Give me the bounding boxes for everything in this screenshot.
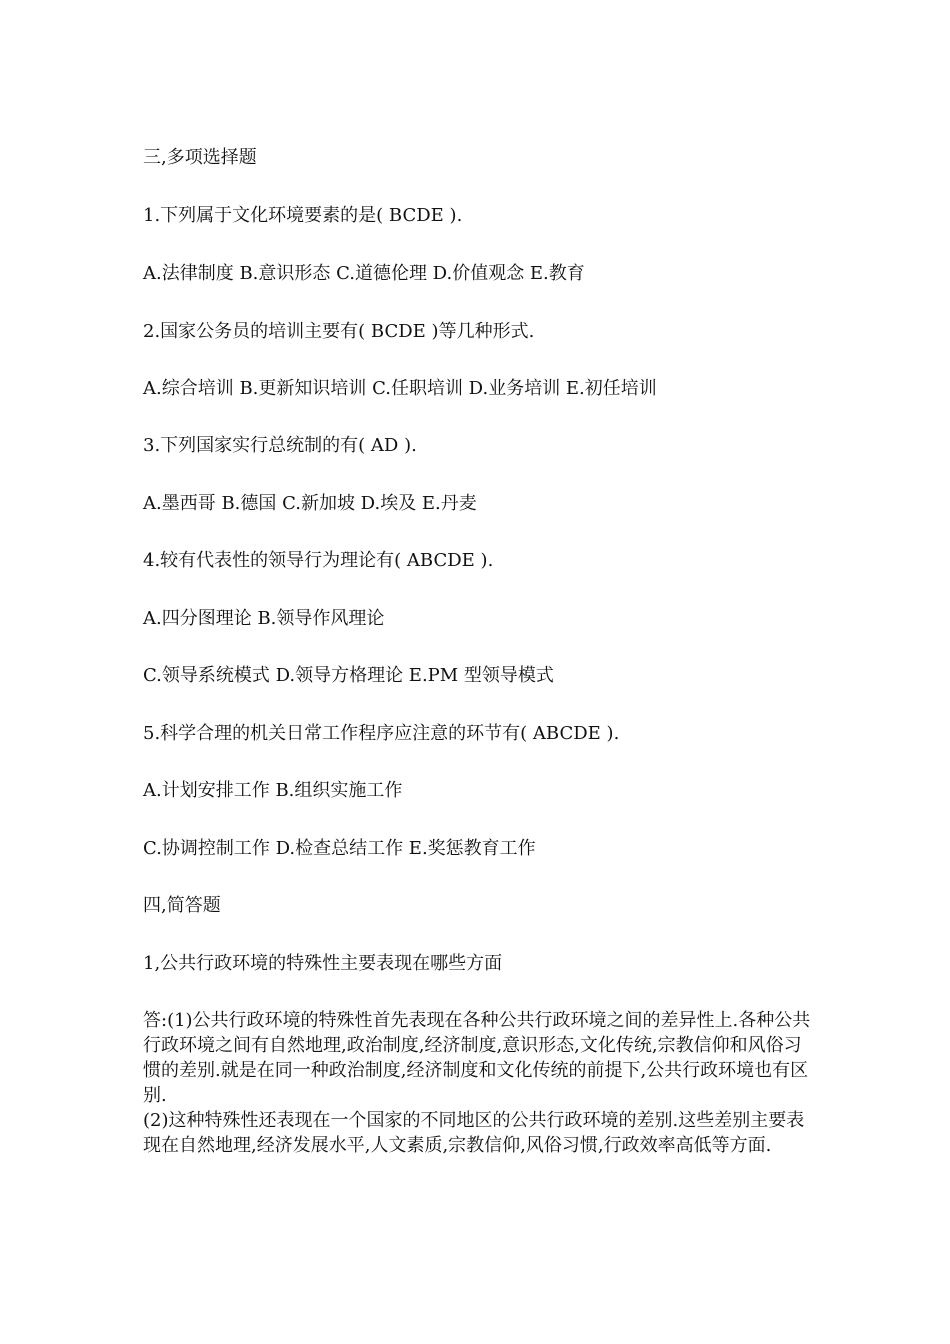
question-3: 3.下列国家实行总统制的有( AD ). xyxy=(143,435,417,456)
question-2: 2.国家公务员的培训主要有( BCDE )等几种形式. xyxy=(143,321,535,342)
answer-paragraph-2: (2)这种特殊性还表现在一个国家的不同地区的公共行政环境的差别.这些差别主要表现在自然地理,经济发展水平,人文素质,宗教信仰,风俗习惯,行政效率高低等方面. xyxy=(143,1110,805,1156)
question-1: 1.下列属于文化环境要素的是( BCDE ). xyxy=(143,205,463,226)
short-answer-question-1: 1,公共行政环境的特殊性主要表现在哪些方面 xyxy=(143,953,503,974)
answer-block xyxy=(143,1008,811,1158)
answer-paragraph-1: 答:(1)公共行政环境的特殊性首先表现在各种公共行政环境之间的差异性上.各种公共行政环境之间有自然地理,政治制度,经济制度,意识形态,文化传统,宗教信仰和风俗习惯的差别.就是在同一种政治制度,经济制度和文化传统的前提下,公共行政环境也有区别. xyxy=(143,1010,811,1106)
question-5-options-line-2: C.协调控制工作 D.检查总结工作 E.奖惩教育工作 xyxy=(143,838,536,859)
question-3-options: A.墨西哥 B.德国 C.新加坡 D.埃及 E.丹麦 xyxy=(143,493,477,514)
question-2-options: A.综合培训 B.更新知识培训 C.任职培训 D.业务培训 E.初任培训 xyxy=(143,378,657,399)
section-heading-short-answer: 四,简答题 xyxy=(143,895,221,916)
question-5: 5.科学合理的机关日常工作程序应注意的环节有( ABCDE ). xyxy=(143,723,620,744)
question-1-options: A.法律制度 B.意识形态 C.道德伦理 D.价值观念 E.教育 xyxy=(143,263,585,284)
section-heading-multiple-choice: 三,多项选择题 xyxy=(143,147,257,168)
question-5-options-line-1: A.计划安排工作 B.组织实施工作 xyxy=(143,780,403,801)
question-4-options-line-1: A.四分图理论 B.领导作风理论 xyxy=(143,608,385,629)
question-4: 4.较有代表性的领导行为理论有( ABCDE ). xyxy=(143,550,494,571)
question-4-options-line-2: C.领导系统模式 D.领导方格理论 E.PM 型领导模式 xyxy=(143,665,554,686)
